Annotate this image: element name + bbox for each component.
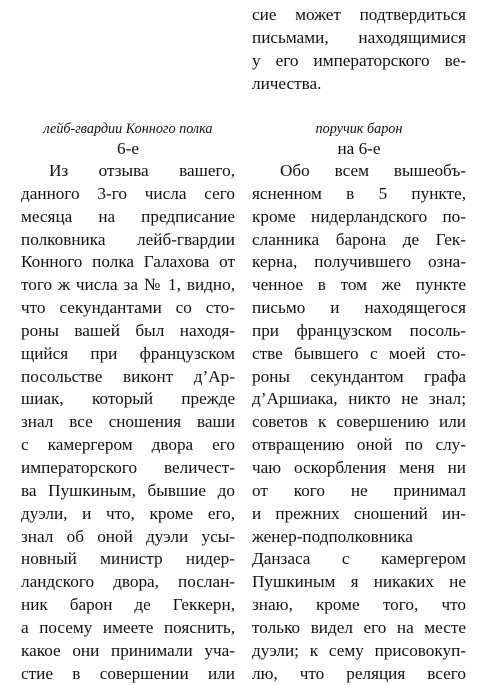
text-line: что секундантами со сто- (21, 298, 235, 318)
text-line: императорского величест- (21, 457, 235, 477)
text-line: ва Пушкиным, бывшие до (21, 480, 235, 500)
text-line: только видел его на месте (252, 617, 466, 637)
text-line: ник барон де Геккерн, (21, 595, 235, 615)
text-line: Обо всем вышеобъ- (280, 161, 466, 180)
text-line: знал все сношения ваши (21, 412, 235, 432)
text-line: роны вашей был находя- (21, 320, 235, 340)
text-line: д’Аршиака, никто не знал; (252, 389, 466, 409)
text-line: сланника барона де Гек- (252, 229, 466, 249)
text-line: Пушкиным я никаких не (252, 572, 466, 592)
text-line: какое они принимали уча- (21, 640, 235, 660)
right-column-body (252, 160, 466, 685)
text-line: ясненном в 5 пункте, (252, 183, 466, 203)
text-line: при французском посоль- (252, 320, 466, 340)
text-line: женер-подполковника (252, 526, 413, 546)
text-line: ландского двора, послан- (21, 572, 235, 592)
right-header-number: на 6-е (337, 139, 381, 158)
text-line: полковника лейб-гвардии (21, 229, 235, 249)
right-column-header (252, 120, 466, 159)
text-line: Из отзыва вашего, (49, 161, 235, 180)
left-column-body (21, 160, 235, 685)
text-line: ченное в том же пункте (252, 275, 466, 295)
text-line: лю, что реляция всего (252, 663, 466, 683)
right-header-rank: поручик барон (315, 121, 403, 137)
text-line: новный министр нидер- (21, 549, 235, 569)
text-line: щийся при французском (21, 343, 235, 363)
text-line: дуэли; к сему присовокуп- (252, 640, 466, 660)
text-line: месяца на предписание (21, 206, 235, 226)
text-line: а посему имеете пояснить, (21, 617, 235, 637)
text-line: с камергером двора его (21, 435, 235, 455)
text-line: данного 3-го числа сего (21, 183, 235, 203)
text-line: дуэли, и что, кроме его, (21, 503, 235, 523)
text-line: стие в совершении или (21, 663, 235, 683)
text-line: и прежних сношений ин- (252, 503, 466, 523)
text-line: Конного полка Галахова от (21, 252, 235, 272)
left-header-rank: лейб-гвардии Конного полка (43, 121, 213, 137)
text-line: письмами, находящимися (252, 27, 466, 47)
text-line: отвращению оной по слу- (252, 435, 466, 455)
text-line: Данзаса с камергером (252, 549, 466, 569)
text-line: того ж числа за № 1, видно, (21, 275, 235, 295)
text-line: знаю, кроме того, что (252, 595, 466, 615)
text-line: посольстве виконт д’Ар- (21, 366, 235, 386)
left-header-number: 6-е (117, 139, 139, 158)
text-line: сие может подтвердиться (252, 5, 466, 24)
left-column-header (21, 120, 235, 159)
text-line: чаю оскорбления меня ни (252, 457, 466, 477)
text-line: личества. (252, 73, 322, 93)
text-line: у его императорского ве- (252, 50, 466, 70)
text-line: письмо и находящегося (252, 298, 466, 318)
text-line: роны секундантом графа (252, 366, 466, 386)
text-line: керна, получившего озна- (252, 252, 466, 272)
text-line: шиак, который прежде (21, 389, 235, 409)
text-line: советов к совершению или (252, 412, 466, 432)
right-column-continuation (252, 4, 466, 95)
text-line: от кого не принимал (252, 480, 466, 500)
text-line: стве бывшего с моей сто- (252, 343, 466, 363)
text-line: знал об оной дуэли усы- (21, 526, 235, 546)
text-line: кроме нидерландского по- (252, 206, 466, 226)
